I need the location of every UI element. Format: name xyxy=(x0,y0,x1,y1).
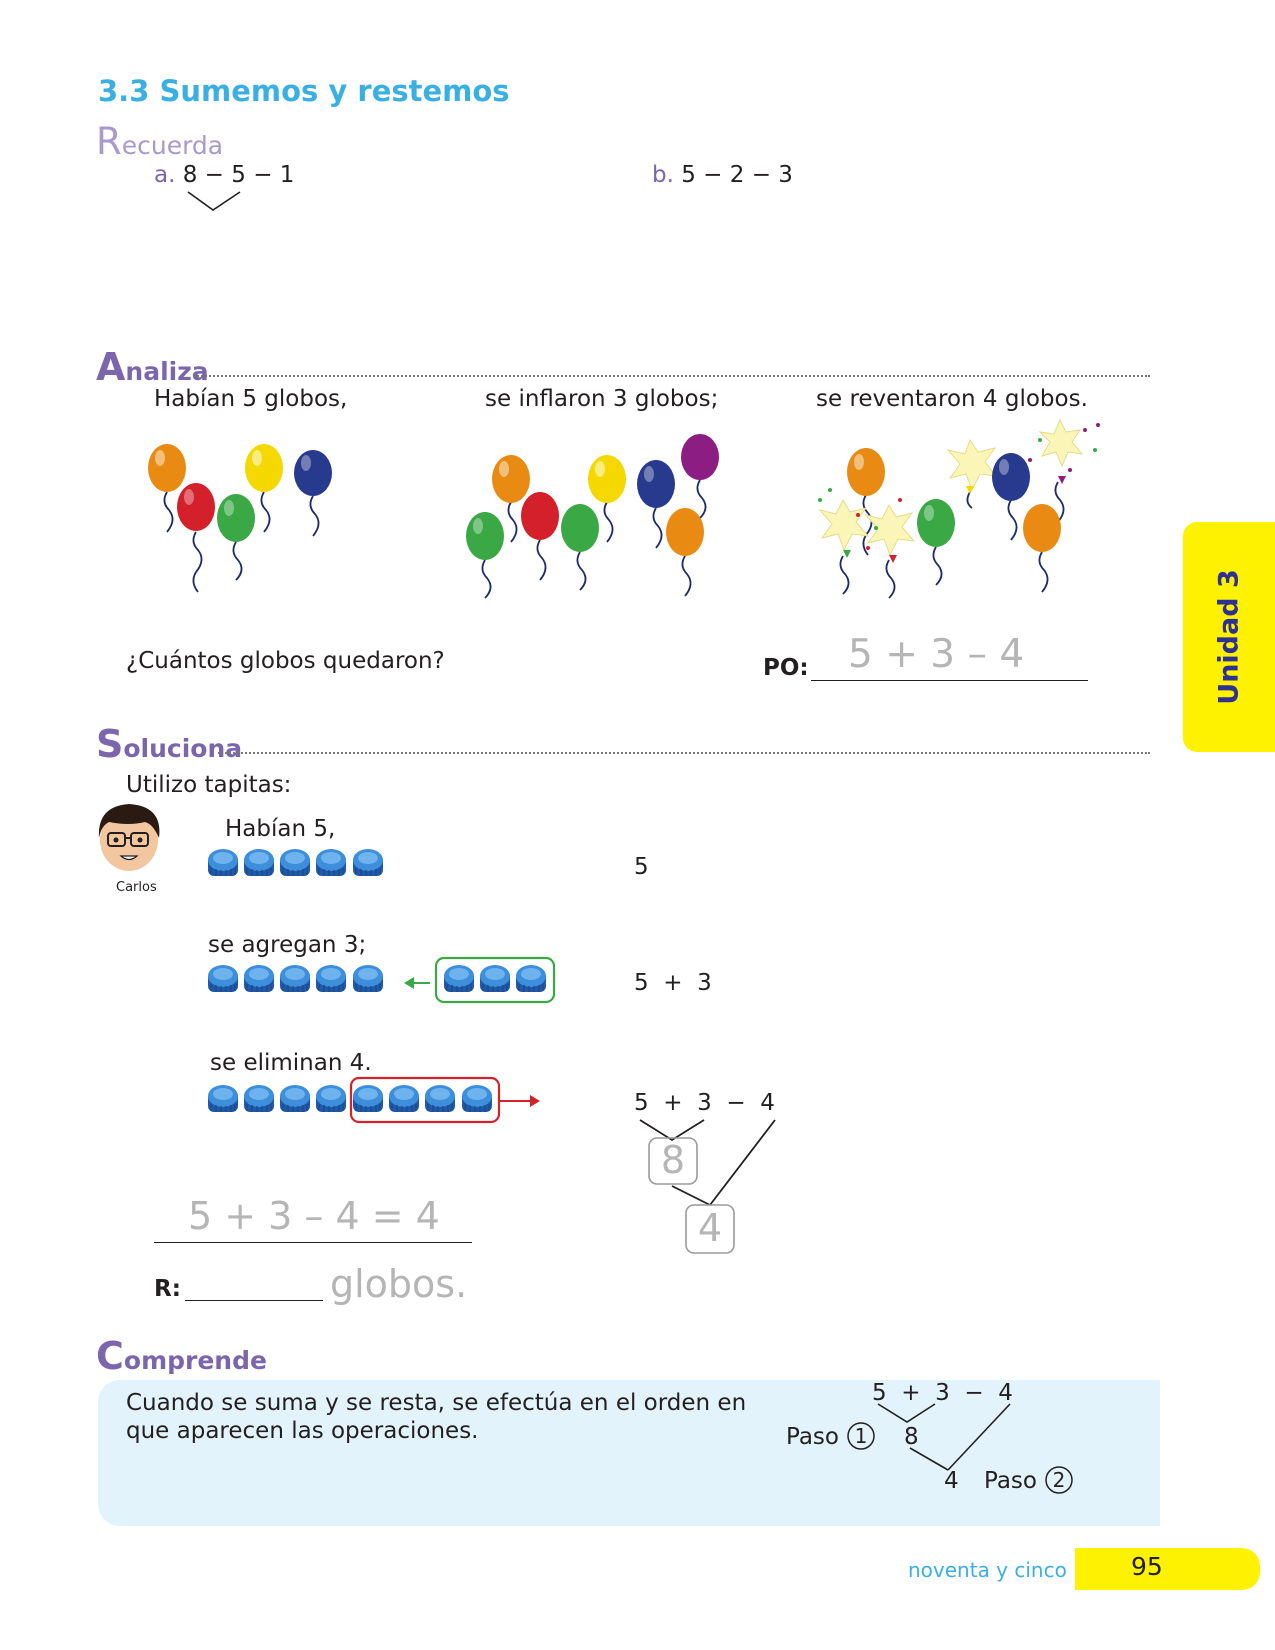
step1-text: Habían 5, xyxy=(225,816,336,842)
tree-result-8: 8 xyxy=(660,1138,686,1182)
comprende-result-8: 8 xyxy=(904,1424,919,1450)
section-recuerda-heading: Recuerda xyxy=(96,120,224,163)
r-unit: globos. xyxy=(330,1262,468,1306)
step2-text: se agregan 3; xyxy=(208,932,367,958)
comprende-text-line1: Cuando se suma y se resta, se efectúa en el orden en xyxy=(126,1390,747,1416)
r-label: R: xyxy=(154,1276,181,1302)
analiza-phrase-2: se inflaron 3 globos; xyxy=(485,386,719,412)
unit-tab: Unidad 3 xyxy=(1183,522,1275,752)
comprende-result-4: 4 xyxy=(944,1468,959,1494)
carlos-name: Carlos xyxy=(116,880,157,895)
section-soluciona-heading: Soluciona xyxy=(96,722,243,766)
step3-text: se eliminan 4. xyxy=(210,1050,372,1076)
soluciona-intro: Utilizo tapitas: xyxy=(126,772,292,798)
analiza-phrase-1: Habían 5 globos, xyxy=(154,386,348,412)
step3-expr: 5 + 3 − 4 xyxy=(634,1090,775,1116)
comprende-text-line2: que aparecen las operaciones. xyxy=(126,1418,479,1444)
analiza-phrase-3: se reventaron 4 globos. xyxy=(816,386,1088,412)
comprende-expr: 5 + 3 − 4 xyxy=(872,1380,1013,1406)
tree-result-4: 4 xyxy=(697,1206,723,1250)
page-title: 3.3 Sumemos y restemos xyxy=(98,74,510,108)
comprende-step1-label: Paso xyxy=(786,1424,839,1450)
page-number: 95 xyxy=(1131,1552,1163,1581)
comprende-step1-number: 1 xyxy=(854,1424,868,1448)
comprende-step2-label: Paso xyxy=(984,1468,1037,1494)
po-answer: 5 + 3 – 4 xyxy=(848,632,1025,677)
po-label: PO: xyxy=(763,655,809,681)
exercise-b: b. 5 − 2 − 3 xyxy=(652,162,793,188)
exercise-a: a. 8 − 5 − 1 xyxy=(154,162,295,188)
comprende-step2-number: 2 xyxy=(1052,1468,1066,1492)
section-comprende-heading: Comprende xyxy=(96,1334,267,1378)
page-number-bar xyxy=(1075,1548,1260,1590)
equation-answer: 5 + 3 – 4 = 4 xyxy=(188,1194,440,1238)
step2-expr: 5 + 3 xyxy=(634,970,712,996)
analiza-question: ¿Cuántos globos quedaron? xyxy=(126,648,445,674)
page-number-words: noventa y cinco xyxy=(908,1558,1067,1582)
section-analiza-heading: Analiza xyxy=(96,345,209,389)
step1-expr: 5 xyxy=(634,854,649,880)
